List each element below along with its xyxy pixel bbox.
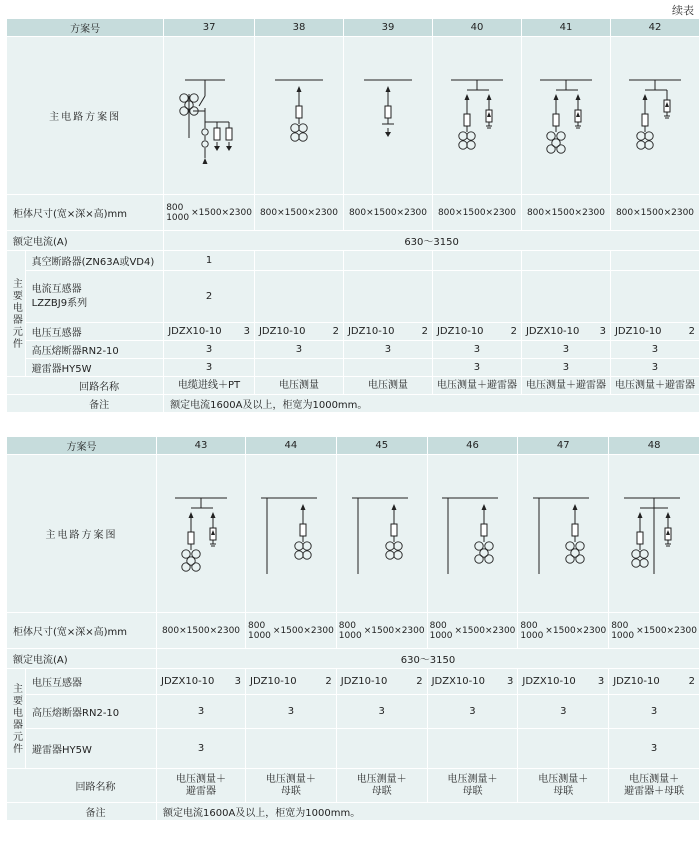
component-qty: 3 (609, 729, 700, 769)
cabinet-size (518, 613, 609, 649)
component-qty (336, 729, 427, 769)
component-qty (610, 323, 699, 341)
pt-symbol (475, 541, 493, 562)
component-qty (343, 359, 432, 377)
component-qty: 3 (343, 341, 432, 359)
model-name: JDZX10-10 (522, 676, 576, 687)
component-qty (610, 251, 699, 271)
fuse-symbol (464, 114, 470, 126)
diagram-cell (609, 455, 700, 613)
quantity: 2 (688, 326, 695, 337)
diagram-cell (343, 37, 432, 195)
component-name: 高压熔断器RN2-10 (25, 341, 164, 359)
main-circuit-diagram (611, 66, 699, 166)
component-name: 高压熔断器RN2-10 (26, 695, 157, 729)
scheme-number: 37 (164, 19, 255, 37)
cabinet-size (432, 195, 521, 231)
component-qty (343, 323, 432, 341)
main-circuit-diagram (157, 484, 245, 584)
component-qty (164, 323, 255, 341)
arrow-symbol (300, 504, 305, 510)
scheme-number: 39 (343, 19, 432, 37)
main-circuit-diagram (610, 484, 698, 584)
row-label: 备注 (7, 395, 164, 413)
component-qty: 3 (521, 341, 610, 359)
scheme-table-1 (6, 18, 700, 413)
diagram-cell (521, 37, 610, 195)
component-qty: 3 (427, 695, 518, 729)
row-label: 主电路方案图 (7, 37, 164, 195)
model-name: JDZ10-10 (340, 676, 388, 687)
cabinet-size (343, 195, 432, 231)
component-qty: 3 (254, 341, 343, 359)
vt-cell (257, 326, 341, 337)
width-1000: 1000 (611, 630, 635, 641)
cabinet-size (164, 195, 255, 231)
component-qty: 1 (164, 251, 255, 271)
table-row (7, 649, 700, 669)
quantity: 3 (597, 676, 605, 687)
vt-cell (430, 676, 516, 687)
component-qty (521, 271, 610, 323)
fuse-symbol (553, 114, 559, 126)
width-800: 800 (248, 620, 266, 631)
table-row (7, 613, 700, 649)
model-name: JDZ10-10 (613, 676, 660, 687)
size-widths (430, 621, 453, 641)
fuse-symbol (296, 106, 302, 118)
main-circuit-diagram (344, 66, 432, 166)
vt-cell (611, 676, 697, 687)
fuse-symbol (385, 106, 391, 118)
size-widths (611, 621, 634, 641)
diagram-cell (254, 37, 343, 195)
component-qty (343, 271, 432, 323)
size-rest: ×1500×2300 (454, 625, 516, 636)
main-circuit-diagram (428, 484, 516, 584)
note-text: 额定电流1600A及以上，柜宽为1000mm。 (164, 395, 700, 413)
component-qty (609, 669, 700, 695)
cabinet-size (610, 195, 699, 231)
table-row (7, 695, 700, 729)
size-rest: ×1500×2300 (545, 625, 607, 636)
pt-symbol (182, 549, 200, 570)
component-name: 电流互感器 LZZBJ9系列 (25, 271, 164, 323)
circuit-name: 电压测量＋ 母联 (336, 769, 427, 803)
arrow-symbol (211, 512, 216, 518)
component-qty (518, 669, 609, 695)
component-qty: 3 (164, 341, 255, 359)
row-label: 回路名称 (7, 377, 164, 395)
quantity: 2 (325, 676, 332, 687)
table-row (7, 455, 700, 613)
quantity: 3 (234, 676, 241, 687)
circuit-name: 电压测量＋避雷器 (521, 377, 610, 395)
row-label: 额定电流(A) (7, 649, 157, 669)
size-rest: ×1500×2300 (636, 625, 697, 636)
size-rest: ×1500×2300 (272, 625, 334, 636)
size-widths (166, 203, 189, 223)
model-name: JDZ10-10 (347, 326, 395, 337)
component-name: 避雷器HY5W (25, 359, 164, 377)
size-value: 800×1500×2300 (615, 207, 695, 218)
component-qty (254, 323, 343, 341)
table-row (7, 19, 700, 37)
fuse-symbol (300, 524, 306, 536)
continued-label: 续表 (672, 4, 694, 17)
fuse-symbol (481, 524, 487, 536)
circuit-name: 电压测量＋避雷器 (432, 377, 521, 395)
scheme-number: 48 (609, 437, 700, 455)
diagram-cell (427, 455, 518, 613)
arrow-symbol (296, 86, 301, 92)
vt-cell (520, 676, 606, 687)
width-800: 800 (611, 620, 629, 631)
vt-cell (346, 326, 430, 337)
diagram-cell (246, 455, 337, 613)
quantity: 2 (510, 326, 517, 337)
component-qty: 2 (164, 271, 255, 323)
table-row (7, 803, 700, 821)
arrester-symbol (664, 100, 670, 118)
model-name: JDZX10-10 (431, 676, 486, 687)
row-label: 回路名称 (7, 769, 157, 803)
ground-symbol (214, 142, 220, 151)
circuit-name: 电压测量 (254, 377, 343, 395)
arrow-symbol (666, 512, 671, 518)
fuse-symbol (226, 128, 232, 140)
fuse-symbol (637, 532, 643, 544)
scheme-number: 46 (427, 437, 518, 455)
fuse-symbol (572, 524, 578, 536)
component-name: 电压互感器 (25, 323, 164, 341)
scheme-number: 47 (518, 437, 609, 455)
width-800: 800 (338, 620, 356, 631)
model-name: JDZ10-10 (250, 676, 297, 687)
diagram-cell (518, 455, 609, 613)
circuit-name: 电压测量＋ 母联 (246, 769, 337, 803)
row-label: 方案号 (7, 19, 164, 37)
quantity: 2 (421, 326, 428, 337)
ground-symbol (385, 128, 391, 137)
pt-symbol (566, 541, 584, 562)
table-row (7, 395, 700, 413)
component-qty: 3 (246, 695, 337, 729)
table-row (7, 669, 700, 695)
main-circuit-diagram (255, 66, 343, 166)
fuse-symbol (214, 128, 220, 140)
cabinet-size (157, 613, 246, 649)
arrow-symbol (486, 94, 491, 100)
component-name: 电压互感器 (26, 669, 157, 695)
component-qty (427, 729, 518, 769)
fuse-symbol (642, 114, 648, 126)
cabinet-size (336, 613, 427, 649)
component-qty: 3 (518, 695, 609, 729)
width-800: 800 (166, 202, 184, 213)
width-800: 800 (520, 620, 538, 631)
scheme-number: 41 (521, 19, 610, 37)
table-row (7, 359, 700, 377)
main-circuit-diagram (433, 66, 521, 166)
arrow-symbol (575, 94, 580, 100)
component-qty (343, 251, 432, 271)
component-qty (246, 669, 337, 695)
component-qty (432, 323, 521, 341)
component-qty: 3 (164, 359, 255, 377)
size-stack (520, 621, 606, 641)
size-rest: ×1500×2300 (363, 625, 425, 636)
row-label: 主电路方案图 (7, 455, 157, 613)
size-value: 800×1500×2300 (526, 207, 606, 218)
cabinet-size (254, 195, 343, 231)
size-value: 800×1500×2300 (348, 207, 428, 218)
quantity: 2 (688, 676, 695, 687)
arrester-symbol (486, 110, 492, 128)
table-row (7, 377, 700, 395)
row-label: 柜体尺寸(宽×深×高)mm (7, 195, 164, 231)
table-row (7, 231, 700, 251)
model-name: JDZ10-10 (436, 326, 484, 337)
width-800: 800 (429, 620, 447, 631)
quantity: 3 (507, 676, 514, 687)
component-qty (610, 271, 699, 323)
vt-cell (524, 326, 608, 337)
size-value: 800×1500×2300 (161, 625, 241, 636)
table-row (7, 341, 700, 359)
scheme-table-2 (6, 436, 700, 821)
circuit-name: 电压测量＋ 母联 (427, 769, 518, 803)
width-1000: 1000 (429, 630, 453, 641)
component-qty (427, 669, 518, 695)
component-qty (432, 251, 521, 271)
table-row (7, 769, 700, 803)
note-text: 额定电流1600A及以上，柜宽为1000mm。 (157, 803, 700, 821)
vt-cell (166, 326, 252, 337)
row-label: 方案号 (7, 437, 157, 455)
size-widths (520, 621, 543, 641)
arrow-symbol (573, 504, 578, 510)
table-row (7, 195, 700, 231)
table-row (7, 251, 700, 271)
diagram-cell (164, 37, 255, 195)
quantity: 2 (416, 676, 423, 687)
model-name: JDZ10-10 (614, 326, 662, 337)
component-qty: 3 (157, 695, 246, 729)
component-qty (432, 271, 521, 323)
row-label: 额定电流(A) (7, 231, 164, 251)
cabinet-size (246, 613, 337, 649)
component-qty: 3 (521, 359, 610, 377)
model-name: JDZ10-10 (258, 326, 306, 337)
component-qty (518, 729, 609, 769)
rated-current-value: 630～3150 (164, 231, 700, 251)
circuit-name: 电压测量＋ 避雷器 (157, 769, 246, 803)
component-qty: 3 (432, 359, 521, 377)
component-name: 真空断路器(ZN63A或VD4) (25, 251, 164, 271)
quantity: 3 (599, 326, 606, 337)
scheme-number: 45 (336, 437, 427, 455)
cabinet-size (427, 613, 518, 649)
size-stack (430, 621, 516, 641)
table-row (7, 323, 700, 341)
main-circuit-diagram (519, 484, 607, 584)
table-row (7, 271, 700, 323)
circuit-name: 电缆进线＋PT (164, 377, 255, 395)
pt-symbol (459, 131, 475, 148)
ct-symbol (202, 128, 208, 134)
table-row (7, 729, 700, 769)
ground-symbol (226, 142, 232, 151)
arrow-symbol (189, 512, 194, 518)
width-1000: 1000 (338, 630, 362, 641)
model-name: JDZX10-10 (161, 676, 215, 687)
group-label: 主要电器元件 (7, 251, 26, 377)
component-qty: 3 (336, 695, 427, 729)
fuse-symbol (391, 524, 397, 536)
fuse-symbol (188, 532, 194, 544)
vt-cell (159, 676, 243, 687)
width-1000: 1000 (166, 212, 190, 223)
component-qty (254, 251, 343, 271)
component-qty: 3 (610, 341, 699, 359)
diagram-cell (157, 455, 246, 613)
component-qty: 3 (610, 359, 699, 377)
component-qty: 3 (432, 341, 521, 359)
component-name: 避雷器HY5W (26, 729, 157, 769)
arrester-symbol (665, 528, 671, 546)
scheme-number: 44 (246, 437, 337, 455)
arrow-symbol (464, 94, 469, 100)
component-qty (521, 251, 610, 271)
size-stack (611, 621, 697, 641)
circuit-name: 电压测量＋ 避雷器＋母联 (609, 769, 700, 803)
width-1000: 1000 (520, 630, 544, 641)
diagram-cell (610, 37, 699, 195)
arrow-symbol (385, 86, 390, 92)
size-stack (339, 621, 425, 641)
table-row (7, 437, 700, 455)
main-circuit-diagram (247, 484, 335, 584)
component-qty (254, 271, 343, 323)
main-circuit-diagram (522, 66, 610, 166)
vt-cell (248, 676, 334, 687)
pt-symbol (637, 131, 653, 148)
main-circuit-diagram (165, 66, 253, 166)
outgoing-arrow (203, 158, 208, 164)
diagram-cell (432, 37, 521, 195)
arrester-symbol (575, 110, 581, 128)
row-label: 备注 (7, 803, 157, 821)
arrow-symbol (482, 504, 487, 510)
arrow-symbol (391, 504, 396, 510)
arrow-symbol (642, 94, 647, 100)
component-qty: 3 (157, 729, 246, 769)
circuit-name: 电压测量＋ 母联 (518, 769, 609, 803)
pt-symbol (295, 541, 311, 558)
scheme-number: 43 (157, 437, 246, 455)
component-qty (157, 669, 246, 695)
arrow-symbol (638, 512, 643, 518)
ct-symbol (202, 140, 208, 146)
arrow-symbol (553, 94, 558, 100)
size-widths (339, 621, 362, 641)
size-stack (166, 203, 252, 223)
model-name: JDZX10-10 (168, 326, 222, 337)
component-qty (246, 729, 337, 769)
arrester-symbol (210, 528, 216, 546)
cabinet-size (521, 195, 610, 231)
scheme-number: 42 (610, 19, 699, 37)
component-qty (254, 359, 343, 377)
vt-cell (339, 676, 425, 687)
size-stack (248, 621, 334, 641)
width-1000: 1000 (248, 630, 271, 641)
diagram-cell (336, 455, 427, 613)
component-qty (336, 669, 427, 695)
rated-current-value: 630～3150 (157, 649, 700, 669)
size-value: 800×1500×2300 (259, 207, 339, 218)
main-circuit-diagram (338, 484, 426, 584)
quantity: 2 (332, 326, 339, 337)
circuit-name: 电压测量 (343, 377, 432, 395)
pt-symbol (547, 131, 565, 152)
model-name: JDZX10-10 (525, 326, 580, 337)
scheme-number: 38 (254, 19, 343, 37)
pt-symbol (291, 123, 307, 140)
quantity: 3 (243, 326, 250, 337)
size-value: 800×1500×2300 (437, 207, 517, 218)
circuit-name: 电压测量＋避雷器 (610, 377, 699, 395)
cabinet-size (609, 613, 700, 649)
pt-symbol (385, 541, 401, 558)
component-qty: 3 (609, 695, 700, 729)
component-qty (521, 323, 610, 341)
pt-symbol (632, 549, 648, 566)
size-widths (248, 621, 271, 641)
scheme-number: 40 (432, 19, 521, 37)
vt-cell (613, 326, 697, 337)
group-label: 主要电器元件 (7, 669, 26, 769)
table-row (7, 37, 700, 195)
size-rest: ×1500×2300 (191, 207, 252, 218)
vt-cell (435, 326, 519, 337)
row-label: 柜体尺寸(宽×深×高)mm (7, 613, 157, 649)
